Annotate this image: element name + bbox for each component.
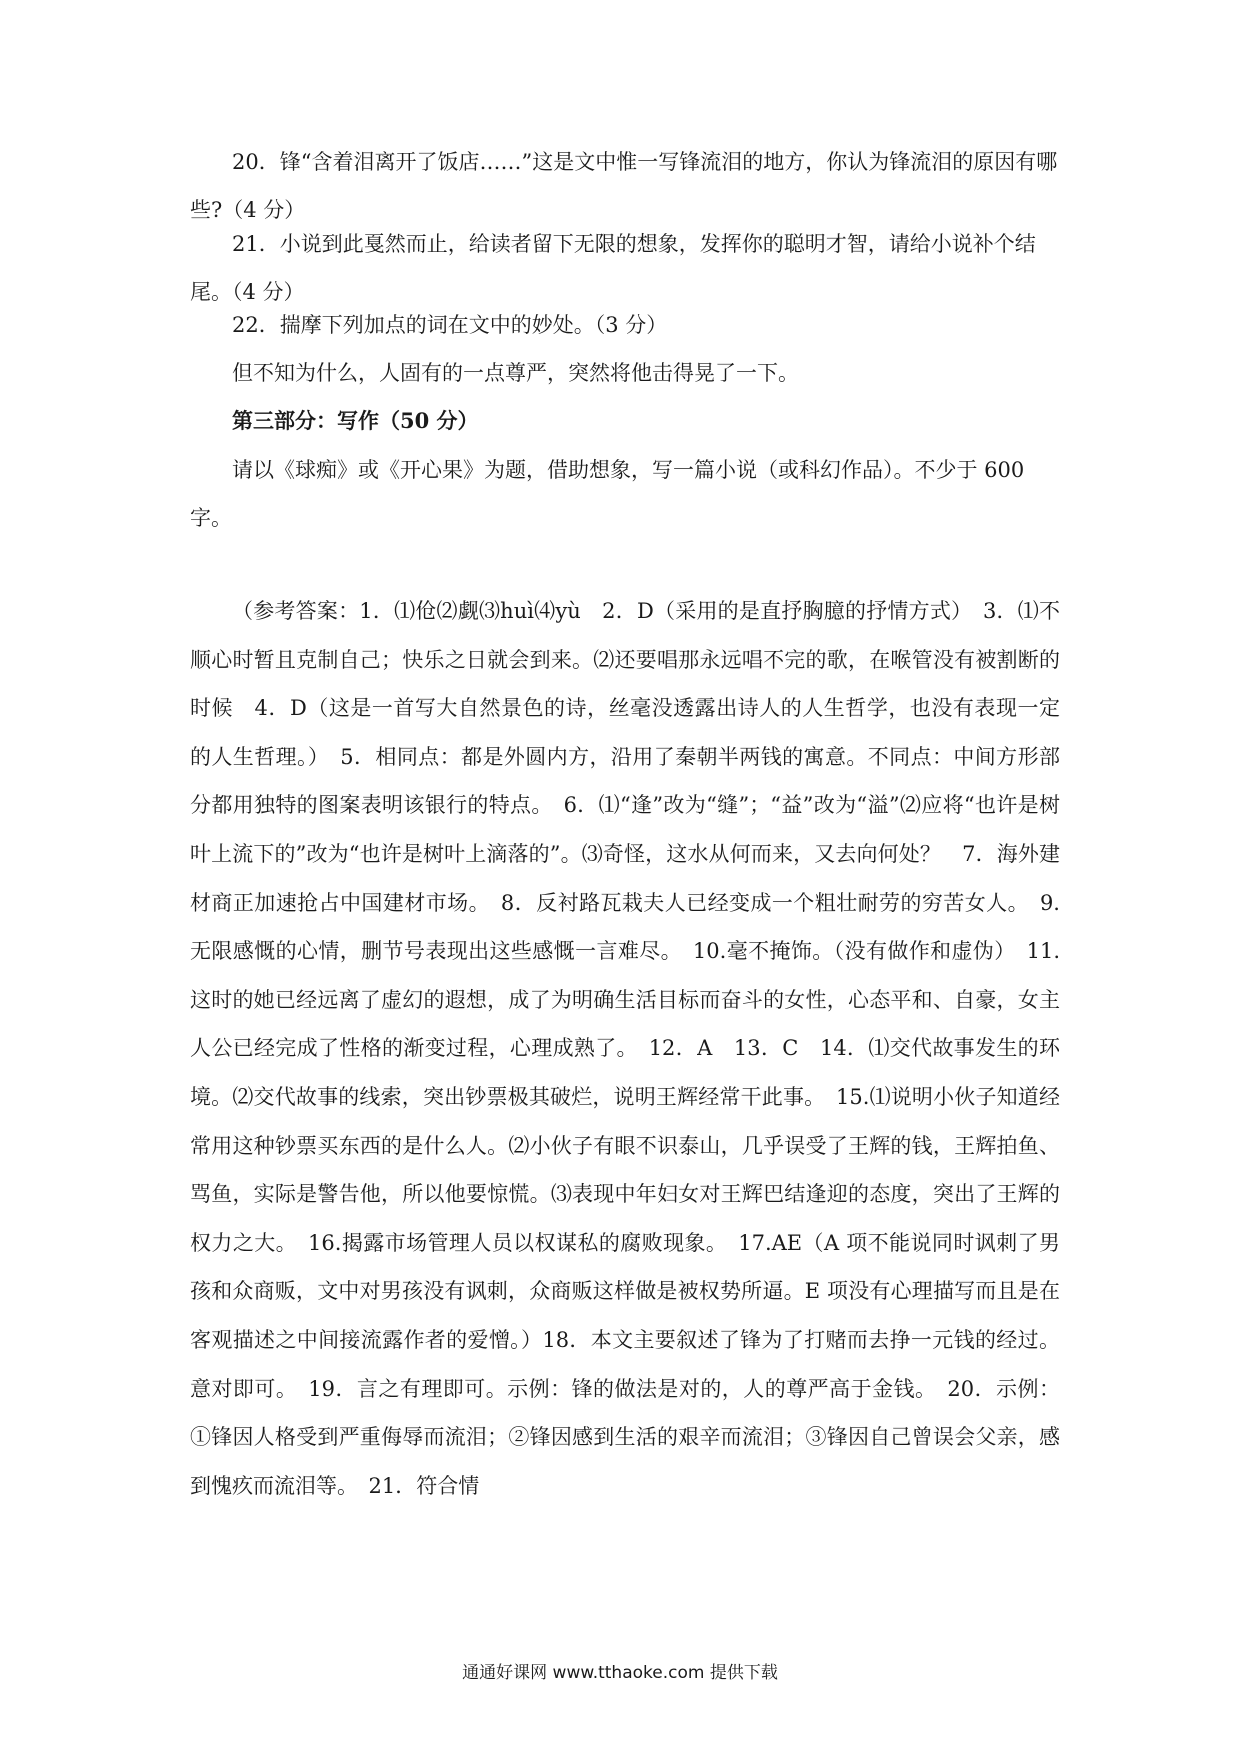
question-22: 22．揣摩下列加点的词在文中的妙处。（3 分） — [232, 313, 668, 337]
question-21: 21．小说到此戛然而止，给读者留下无限的想象，发挥你的聪明才智，请给小说补个结尾。（4 分） — [190, 232, 1036, 304]
question-22-sentence: 但不知为什么，人固有的一点尊严，突然将他击得晃了一下。 — [232, 361, 799, 385]
writing-prompt: 请以《球痴》或《开心果》为题，借助想象，写一篇小说（或科幻作品）。不少于 600 字。 — [190, 458, 1025, 530]
reference-answers: （参考答案：1．⑴伧⑵觑⑶huì⑷yù 2．D（采用的是直抒胸臆的抒情方式） 3．⑴不顺心时暂且克制自己；快乐之日就会到来。⑵还要唱那永远唱不完的歌，在喉管没有被割断的时候 4．D（这是一首写大自然景色的诗，丝毫没透露出诗人的人生哲学，也没有表现一定的人生哲理。） 5．相同点：都是外圆内方，沿用了秦朝半两钱的寓意。不同点：中间方形部分都用独特的图案表明该银行的特点。 6．⑴“逢”改为“缝”；“益”改为“溢”⑵应将“也许是树叶上流下的”改为“也许是树叶上滴落的”。⑶奇怪，这水从何而来，又去向何处？ 7．海外建材商正加速抢占中国建材市场。 8．反衬路瓦栽夫人已经变成一个粗壮耐劳的穷苦女人。 9.无限感慨的心情，删节号表现出这些感慨一言难尽。 10.毫不掩饰。（没有做作和虚伪） 11.这时的她已经远离了虚幻的遐想，成了为明确生活目标而奋斗的女性，心态平和、自豪，女主人公已经完成了性格的渐变过程，心理成熟了。 12．A 13．C 14．⑴交代故事发生的环境。⑵交代故事的线索，突出钞票极其破烂，说明王辉经常干此事。 15.⑴说明小伙子知道经常用这种钞票买东西的是什么人。⑵小伙子有眼不识泰山，几乎误受了王辉的钱，王辉拍鱼、骂鱼，实际是警告他，所以他要惊慌。⑶表现中年妇女对王辉巴结逢迎的态度，突出了王辉的权力之大。 16.揭露市场管理人员以权谋私的腐败现象。 17.AE（A 项不能说同时讽刺了男孩和众商贩，文中对男孩没有讽刺，众商贩这样做是被权势所逼。E 项没有心理描写而且是在客观描述之中间接流露作者的爱憎。）18．本文主要叙述了锋为了打赌而去挣一元钱的经过。意对即可。 19．言之有理即可。示例：锋的做法是对的，人的尊严高于金钱。 20．示例：①锋因人格受到严重侮辱而流泪；②锋因感到生活的艰辛而流泪；③锋因自己曾误会父亲，感到愧疚而流泪等。 21．符合情 — [190, 599, 1060, 1498]
footer-credit: 通通好课网 www.tthaoke.com 提供下载 — [462, 1663, 778, 1683]
section-3-heading: 第三部分：写作（50 分） — [232, 408, 479, 433]
question-20: 20．锋“含着泪离开了饭店……”这是文中惟一写锋流泪的地方，你认为锋流泪的原因有哪些?（4 分） — [190, 150, 1058, 222]
